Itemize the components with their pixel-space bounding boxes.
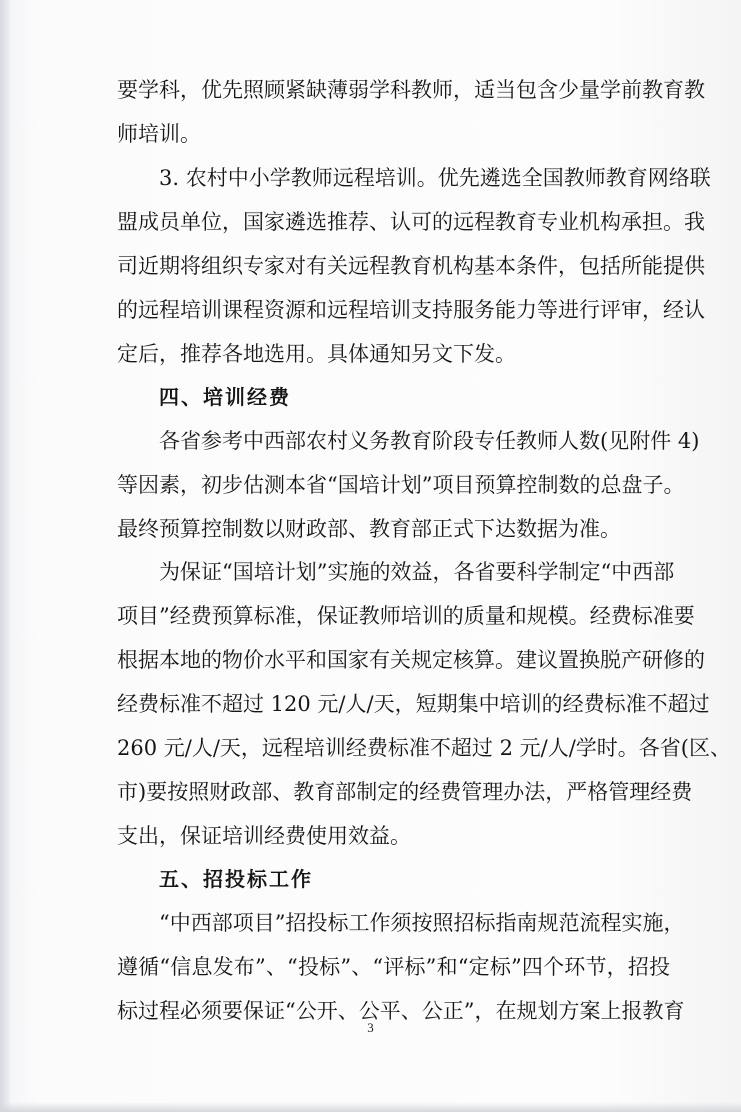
body-line-12: 为保证“国培计划”实施的效益，各省要科学制定“中西部 bbox=[159, 560, 675, 584]
body-line-17: 市)要按照财政部、教育部制定的经费管理办法，严格管理经费 bbox=[117, 780, 693, 804]
body-line-21: 遵循“信息发布”、“投标”、“评标”和“定标”四个环节，招投 bbox=[117, 955, 670, 979]
body-line-15: 经费标准不超过 120 元/人/天，短期集中培训的经费标准不超过 bbox=[117, 692, 710, 716]
body-line-16: 260 元/人/天，远程培训经费标准不超过 2 元/人/学时。各省(区、 bbox=[117, 736, 731, 760]
body-line-5: 司近期将组织专家对有关远程教育机构基本条件，包括所能提供 bbox=[117, 254, 705, 278]
scan-shadow-bottom bbox=[0, 1102, 741, 1112]
body-line-9: 各省参考中西部农村义务教育阶段专任教师人数(见附件 4) bbox=[159, 429, 700, 453]
body-line-2: 师培训。 bbox=[117, 122, 201, 146]
section-heading-bidding: 五、招投标工作 bbox=[159, 867, 313, 891]
body-line-4: 盟成员单位，国家遴选推荐、认可的远程教育专业机构承担。我 bbox=[117, 210, 705, 234]
body-line-18: 支出，保证培训经费使用效益。 bbox=[117, 824, 411, 848]
body-line-10: 等因素，初步估测本省“国培计划”项目预算控制数的总盘子。 bbox=[117, 473, 685, 497]
body-line-20: “中西部项目”招投标工作须按照招标指南规范流程实施， bbox=[159, 911, 685, 935]
body-line-22: 标过程必须要保证“公开、公平、公正”，在规划方案上报教育 bbox=[117, 999, 685, 1023]
body-line-11: 最终预算控制数以财政部、教育部正式下达数据为准。 bbox=[117, 517, 621, 541]
body-line-3: 3. 农村中小学教师远程培训。优先遴选全国教师教育网络联 bbox=[159, 166, 711, 190]
scan-shadow-left bbox=[0, 0, 10, 1112]
body-line-13: 项目”经费预算标准，保证教师培训的质量和规模。经费标准要 bbox=[117, 604, 695, 628]
body-line-14: 根据本地的物价水平和国家有关规定核算。建议置换脱产研修的 bbox=[117, 648, 705, 672]
section-heading-funding: 四、培训经费 bbox=[159, 385, 291, 409]
body-line-1: 要学科，优先照顾紧缺薄弱学科教师，适当包含少量学前教育教 bbox=[117, 78, 705, 102]
body-line-7: 定后，推荐各地选用。具体通知另文下发。 bbox=[117, 342, 516, 366]
page-number: 3 bbox=[367, 1020, 374, 1035]
body-line-6: 的远程培训课程资源和远程培训支持服务能力等进行评审，经认 bbox=[117, 298, 705, 322]
